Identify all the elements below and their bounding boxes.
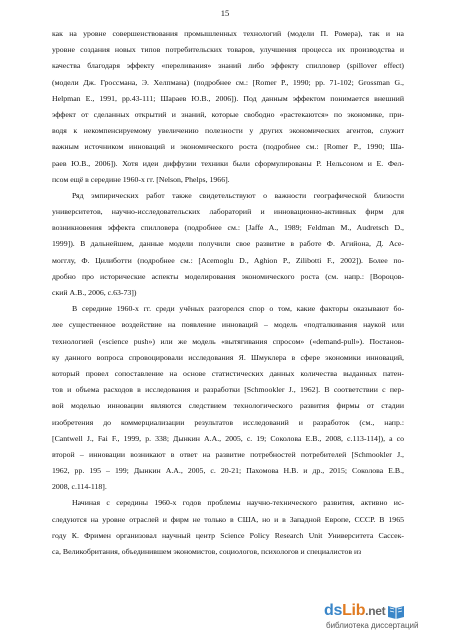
text-line: Начиная с середины 1960-х годов проблемы научно-технического развития, активно ис- [72,498,404,508]
document-body [52,26,404,560]
text-line: дробно про исторические аспекты моделирования экономического роста (см. напр.: [Вороцов- [52,271,404,281]
paragraph [52,26,404,188]
text-line: [Cantwell J., Fai F., 1999, p. 338; Дынкин А.А., 2005, с. 19; Соколова Е.В., 2008, с.113-114]), а со [52,433,404,443]
text-line: псом ещё в середине 1960-х гг. [Nelson, Phelps, 1966]. [52,174,230,184]
text-line: раев Ю.В., 2006]). Хотя идеи диффузии техники были сформулированы Р. Нельсоном и Е. Фел- [52,158,404,168]
text-line: эффект от сделанных открытий и знаний, которые свободно «растекаются» по экономике, при- [52,109,404,119]
text-line: водя к некомпенсируемому увеличению полезности у других экономических агентов, служит [52,126,404,136]
text-line: второй – инновации возникают в ответ на развитие потребностей потребителей [Schmookler J., [52,449,404,459]
text-line: следуются на уровне отраслей и фирм не только в США, но и в Западной Европе, СССР. В 1965 [52,514,404,524]
text-line: возникновения эффекта спилловера (подробнее см.: [Jaffe A., 1989; Feldman M., Audretsch D., [52,223,404,233]
dslib-logo-text: dsLib.net [324,602,386,619]
dslib-caption: библиотека диссертаций [326,621,419,630]
text-line: 1962, pp. 195 – 199; Дынкин А.А., 2005, с. 20-21; Пахомова Н.В. и др., 2015; Соколова Е.В., [52,466,404,476]
text-line: Helpman E., 1991, pp.43-111; Шараев Ю.В., 2006]). Под данным эффектом понимается внешний [52,93,404,103]
page-number: 15 [220,8,230,18]
text-line: тов и объема расходов в исследования и разработки [Schmookler J., 1962]. В соответствии с пер- [52,385,404,395]
text-line: как на уровне совершенствования промышленных технологий (модели П. Ромера), так и на [52,29,404,38]
text-line: уровне создания новых типов потребительских товаров, улучшения процесса их производства и [52,45,404,55]
text-line: ский А.В., 2006, с.63-73]) [52,288,137,297]
text-line: могглу, Ф. Цилиботти (подробнее см.: [Acemoglu D., Aghion P., Zilibotti F., 2002]). Более по- [52,255,404,265]
paragraph [52,495,404,560]
text-line: который провел сопоставление на основе статистических данных количества выданных патен- [52,368,404,378]
text-line: 2008, с.114-118]. [52,482,107,492]
text-line: вой моделью инновации являются следствием технологического развития фирмы от стадии [52,401,404,411]
dslib-watermark [324,601,442,631]
text-line: технологией («science push») или же модель «вытягивания спросом» («demand-pull»). Постанов- [52,336,404,346]
text-line: Ряд эмпирических работ также свидетельствуют о важности географической близости [72,190,404,200]
text-line: изобретения до коммерциализации результатов исследований и разработок (см., напр.: [52,417,404,427]
text-line: 1999]). В дальнейшем, данные модели получили свое развитие в работе Ф. Агийона, Д. Асе- [52,239,404,249]
paragraph [52,301,404,495]
text-line: В середине 1960-х гг. среди учёных разгорелся спор о том, какие факторы оказывают бо- [72,304,404,314]
dslib-logo [324,601,405,621]
text-line: ку данного вопроса спровоцировали исследования Я. Шмуклера в сфере экономики инноваций, [52,352,404,362]
text-line: лее существенное воздействие на появление инноваций – модель «подталкивания наукой или [52,320,404,330]
text-line: важным источником инноваций и экономического роста (подробнее см.: [Romer P., 1990; Ша- [52,142,404,152]
text-line: качества благодаря эффекту «переливания» знаний либо эффекту спилловер (spillover effect) [52,61,404,71]
text-line: году К. Фримен организовал научный центр Science Policy Research Unit Университета Сассек- [52,530,404,540]
text-line: (модели Дж. Гроссмана, Э. Хелпмана) (подробнее см.: [Romer P., 1990; pp. 71-102; Grossman G., [52,77,404,87]
text-line: университетов, научно-исследовательских лабораторий и инновационно-активных фирм для [52,207,404,217]
text-line: са, Великобритания, объединившем экономистов, социологов, психологов и специалистов из [52,547,362,556]
paragraph [52,188,404,301]
book-icon [387,603,405,619]
